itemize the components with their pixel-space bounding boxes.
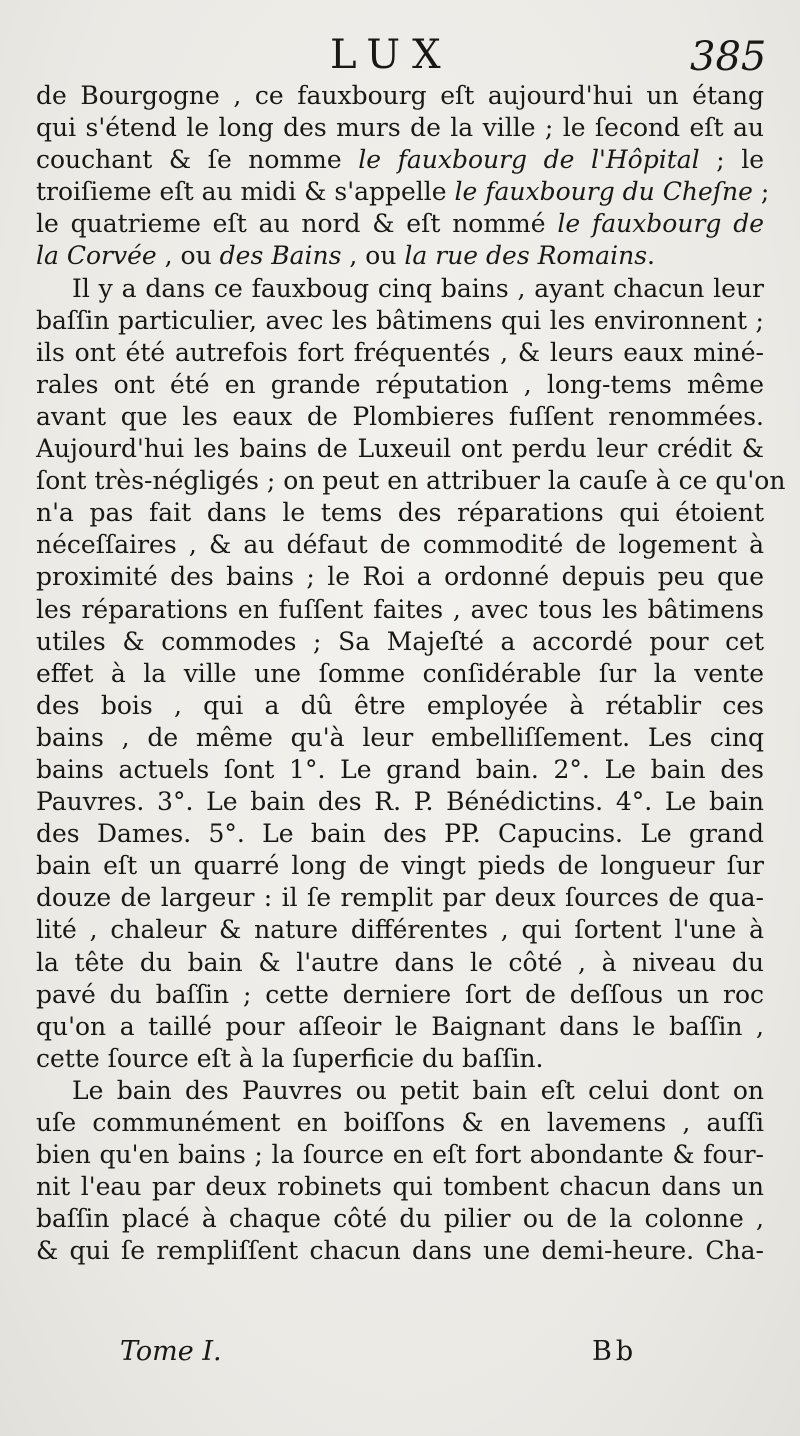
text-line: Pauvres. 3°. Le bain des R. P. Bénédictins. 4°. Le bain — [36, 787, 764, 817]
text-line: douze de largeur : il ſe remplit par deux ſources de qua- — [36, 883, 764, 913]
volume-label: Tome I. — [120, 1336, 222, 1367]
text-line: couchant & ſe nomme le fauxbourg de l'Hôpital ; le — [36, 145, 764, 175]
page-header — [0, 30, 800, 80]
text-line: & qui ſe rempliſſent chacun dans une demi-heure. Cha- — [36, 1236, 764, 1266]
text-line: uſe communément en boiſſons & en lavemens , auſſi — [36, 1108, 764, 1137]
signature-mark: Bb — [592, 1336, 638, 1367]
running-head: LUX — [330, 32, 453, 78]
text-line: le quatrieme eſt au nord & eſt nommé le fauxbourg de — [36, 209, 765, 239]
text-line: qu'on a taillé pour aſſeoir le Baignant dans le baſſin , — [36, 1011, 764, 1041]
text-line: bains actuels ſont 1°. Le grand bain. 2°. Le bain des — [36, 754, 764, 784]
text-line: ils ont été autrefois fort fréquentés , & leurs eaux miné- — [36, 337, 764, 367]
text-line: bien qu'en bains ; la ſource en eſt fort abondante & four- — [36, 1140, 764, 1170]
text-line: cette ſource eſt à la ſuperficie du baſſin. — [36, 1043, 544, 1073]
text-line: bains , de même qu'à leur embelliſſement. Les cinq — [36, 722, 764, 752]
text-line: lité , chaleur & nature différentes , qui ſortent l'une à — [36, 915, 764, 945]
text-line: baſſin particulier, avec les bâtimens qui les environnent ; — [36, 305, 764, 335]
paragraph-start-line: Il y a dans ce fauxboug cinq bains , ayant chacun leur — [72, 273, 764, 303]
text-line: effet à la ville une ſomme conſidérable ſur la vente — [36, 658, 764, 688]
text-line: nit l'eau par deux robinets qui tombent chacun dans un — [36, 1172, 764, 1202]
body-text — [36, 80, 786, 1267]
page-footer — [0, 1336, 800, 1376]
text-line: baſſin placé à chaque côté du pilier ou de la colonne , — [36, 1204, 764, 1234]
text-line: utiles & commodes ; Sa Majeſté a accordé pour cet — [36, 626, 764, 656]
text-line: qui s'étend le long des murs de la ville ; le ſecond eſt au — [36, 113, 764, 143]
text-line: la Corvée , ou des Bains , ou la rue des Romains. — [36, 241, 655, 271]
text-line: pavé du baſſin ; cette derniere ſort de deſſous un roc — [36, 979, 764, 1009]
text-line: des bois , qui a dû être employée à rétablir ces — [36, 690, 764, 720]
text-line: n'a pas fait dans le tems des réparations qui étoient — [36, 498, 764, 528]
text-line: de Bourgogne , ce fauxbourg eſt aujourd'hui un étang — [36, 81, 764, 110]
text-line: avant que les eaux de Plombieres fuſſent renommées. — [36, 401, 764, 431]
text-line: néceſſaires , & au défaut de commodité de logement à — [36, 530, 764, 560]
text-line: ſont très-négligés ; on peut en attribuer la cauſe à ce qu'on — [36, 466, 786, 496]
text-line: proximité des bains ; le Roi a ordonné depuis peu que — [36, 562, 764, 592]
text-line: des Dames. 5°. Le bain des PP. Capucins. Le grand — [36, 819, 764, 849]
text-line: la tête du bain & l'autre dans le côté , à niveau du — [36, 947, 764, 977]
text-line: les réparations en fuſſent faites , avec tous les bâtimens — [36, 594, 764, 624]
paragraph-start-line: Le bain des Pauvres ou petit bain eſt celui dont on — [72, 1075, 764, 1105]
text-line: Aujourd'hui les bains de Luxeuil ont perdu leur crédit & — [36, 434, 764, 464]
text-line: troiſieme eſt au midi & s'appelle le fauxbourg du Cheſne ; — [36, 177, 770, 207]
page-number: 385 — [690, 34, 767, 80]
text-line: bain eſt un quarré long de vingt pieds de longueur ſur — [36, 851, 764, 881]
text-line: rales ont été en grande réputation , long-tems même — [36, 369, 764, 399]
